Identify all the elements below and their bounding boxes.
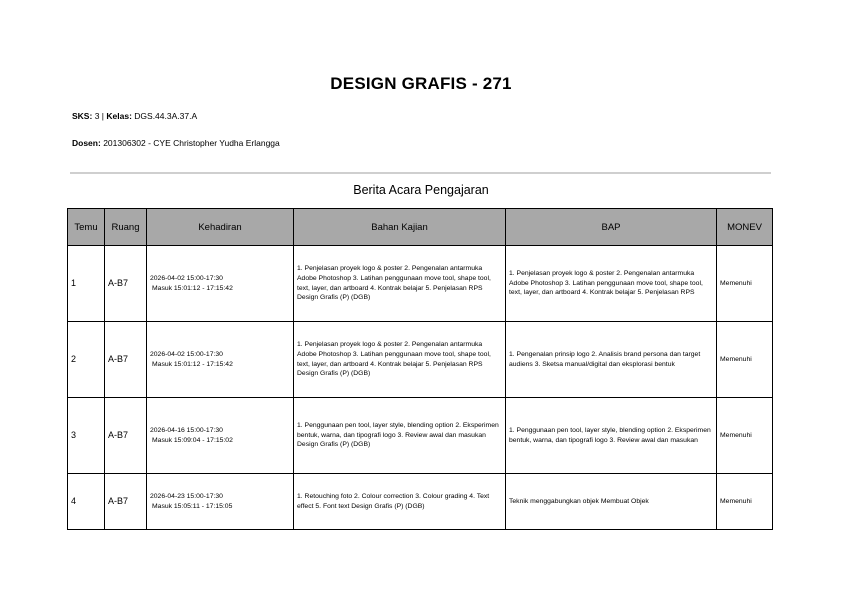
cell-kehadiran	[147, 246, 294, 322]
column-header-ruang: Ruang	[105, 209, 147, 246]
cell-monev: Memenuhi	[717, 398, 773, 474]
dosen-value: 201306302 - CYE Christopher Yudha Erlangga	[103, 138, 280, 148]
cell-bap: 1. Penjelasan proyek logo & poster 2. Pengenalan antarmuka Adobe Photoshop 3. Latihan penggunaan move tool, shape tool, text, layer, dan artboard 4. Kontrak belajar 5. Penjelasan RPS	[506, 246, 717, 322]
cell-kehadiran	[147, 474, 294, 530]
kehadiran-jadwal: 2026-04-23 15:00-17:30	[150, 492, 223, 500]
cell-ruang: A-B7	[105, 474, 147, 530]
cell-bahan-kajian: 1. Penjelasan proyek logo & poster 2. Pengenalan antarmuka Adobe Photoshop 3. Latihan penggunaan move tool, shape tool, text, layer, dan artboard 4. Kontrak belajar 5. Penjelasan RPS Design Grafis (P) (DGB)	[294, 322, 506, 398]
table-row	[68, 322, 773, 398]
kehadiran-masuk: Masuk 15:01:12 - 17:15:42	[152, 360, 233, 368]
course-info	[72, 111, 197, 121]
kehadiran-masuk: Masuk 15:05:11 - 17:15:05	[152, 502, 233, 510]
dosen-label: Dosen:	[72, 138, 101, 148]
cell-temu: 4	[68, 474, 105, 530]
cell-bahan-kajian: 1. Retouching foto 2. Colour correction 3. Colour grading 4. Text effect 5. Font text Design Grafis (P) (DGB)	[294, 474, 506, 530]
table-row	[68, 398, 773, 474]
kelas-label: Kelas:	[106, 111, 132, 121]
section-title: Berita Acara Pengajaran	[353, 183, 489, 197]
cell-bap: Teknik menggabungkan objek Membuat Objek	[506, 474, 717, 530]
table-header-row	[68, 209, 773, 246]
lecturer-info	[72, 138, 280, 148]
kehadiran-jadwal: 2026-04-02 15:00-17:30	[150, 350, 223, 358]
cell-bahan-kajian: 1. Penjelasan proyek logo & poster 2. Pengenalan antarmuka Adobe Photoshop 3. Latihan penggunaan move tool, shape tool, text, layer, dan artboard 4. Kontrak belajar 5. Penjelasan RPS Design Grafis (P) (DGB)	[294, 246, 506, 322]
cell-bap: 1. Pengenalan prinsip logo 2. Analisis brand persona dan target audiens 3. Sketsa manual/digital dan eksplorasi bentuk	[506, 322, 717, 398]
table-row	[68, 246, 773, 322]
kehadiran-jadwal: 2026-04-16 15:00-17:30	[150, 426, 223, 434]
cell-temu: 1	[68, 246, 105, 322]
cell-temu: 2	[68, 322, 105, 398]
cell-bap: 1. Penggunaan pen tool, layer style, blending option 2. Eksperimen bentuk, warna, dan tipografi logo 3. Review awal dan masukan	[506, 398, 717, 474]
cell-ruang: A-B7	[105, 246, 147, 322]
kehadiran-jadwal: 2026-04-02 15:00-17:30	[150, 274, 223, 282]
divider	[70, 172, 771, 174]
document-title: DESIGN GRAFIS - 271	[330, 74, 512, 93]
bap-table	[67, 208, 773, 530]
kehadiran-masuk: Masuk 15:01:12 - 17:15:42	[152, 284, 233, 292]
column-header-bap: BAP	[506, 209, 717, 246]
cell-monev: Memenuhi	[717, 246, 773, 322]
cell-kehadiran	[147, 398, 294, 474]
column-header-bahan-kajian: Bahan Kajian	[294, 209, 506, 246]
cell-bahan-kajian: 1. Penggunaan pen tool, layer style, blending option 2. Eksperimen bentuk, warna, dan tipografi logo 3. Review awal dan masukan Design Grafis (P) (DGB)	[294, 398, 506, 474]
cell-kehadiran	[147, 322, 294, 398]
cell-ruang: A-B7	[105, 322, 147, 398]
column-header-monev: MONEV	[717, 209, 773, 246]
cell-monev: Memenuhi	[717, 474, 773, 530]
cell-ruang: A-B7	[105, 398, 147, 474]
cell-monev: Memenuhi	[717, 322, 773, 398]
column-header-temu: Temu	[68, 209, 105, 246]
table-row	[68, 474, 773, 530]
cell-temu: 3	[68, 398, 105, 474]
separator: |	[101, 111, 105, 121]
sks-value: 3	[94, 111, 100, 121]
column-header-kehadiran: Kehadiran	[147, 209, 294, 246]
kehadiran-masuk: Masuk 15:09:04 - 17:15:02	[152, 436, 233, 444]
sks-label: SKS:	[72, 111, 93, 121]
kelas-value: DGS.44.3A.37.A	[134, 111, 198, 121]
